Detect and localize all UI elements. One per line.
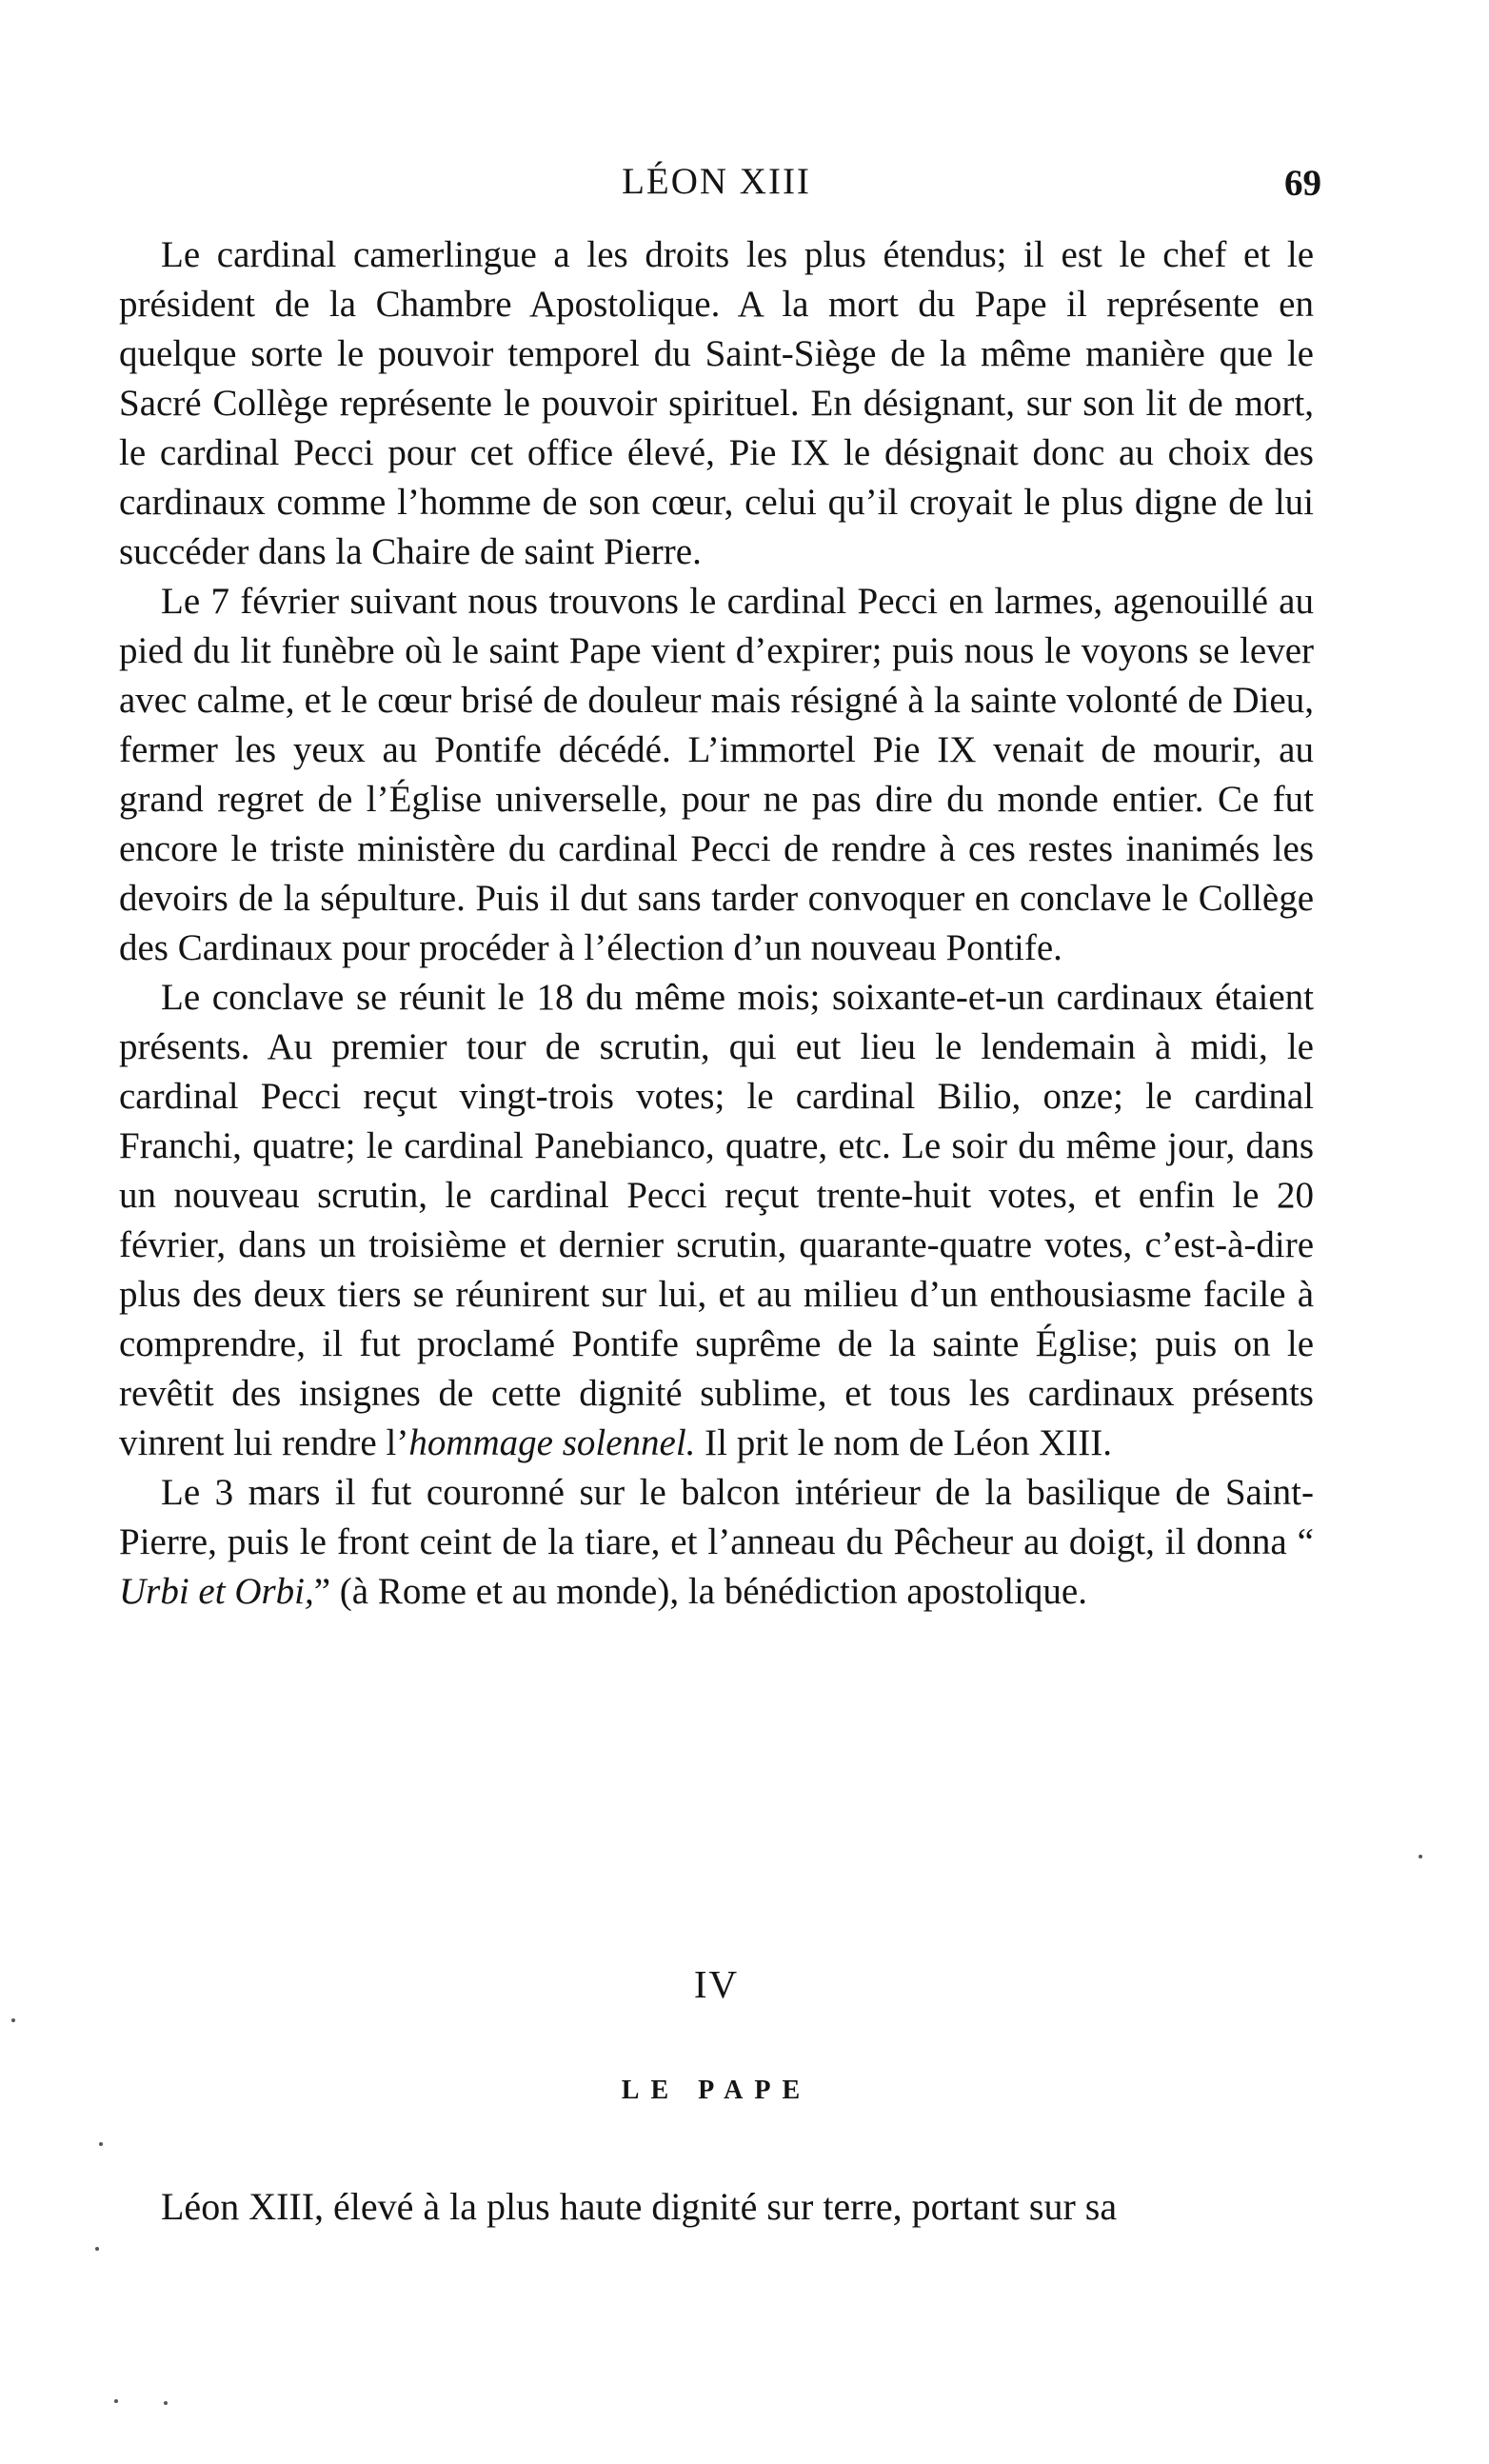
paragraph-camerlingue (119, 230, 1314, 577)
scan-speck (164, 2401, 168, 2405)
scan-speck (1419, 1855, 1422, 1858)
section-opening-line: Léon XIII, élevé à la plus haute dignité sur terre, portant sur sa (161, 2185, 1118, 2228)
paragraph-text: Le conclave se réunit le 18 du même mois; soixante-et-un cardinaux étaient présents. Au premier tour de scrutin, qui eut lieu le lendemain à midi, le cardinal Pecci reçut vingt-trois votes; le cardinal Bilio, onze; le cardinal Franchi, quatre; le cardinal Panebianco, quatre, etc. Le soir du même jour, dans un nouveau scrutin, le cardinal Pecci reçut trente-huit votes, et enfin le 20 février, dans un troisième et dernier scrutin, quarante-quatre votes, c’est-à-dire plus des deux tiers se réunirent sur lui, et au milieu d’un enthousiasme facile à comprendre, il fut proclamé Pontife suprême de la sainte Église; puis on le revêtit des insignes de cette dignité sublime, et tous les cardinaux présents vinrent lui rendre l’ (119, 977, 1314, 1463)
paragraph-text: Le 3 mars il fut couronné sur le balcon intérieur de la basilique de Saint-Pierre, puis le front ceint de la tiare, et l’anneau du Pêcheur au doigt, il donna “ (119, 1472, 1314, 1562)
page-number: 69 (1284, 163, 1321, 204)
paragraph-death-of-pius-ix (119, 577, 1314, 973)
running-head (119, 160, 1321, 217)
italic-phrase: hommage solennel. (408, 1422, 696, 1463)
paragraph-text: Il prit le nom de Léon XIII. (695, 1422, 1112, 1463)
paragraph-text: Le 7 février suivant nous trouvons le cardinal Pecci en larmes, agenouillé au pied du lit funèbre où le saint Pape vient d’expirer; puis nous le voyons se lever avec calme, et le cœur brisé de douleur mais résigné à la sainte volonté de Dieu, fermer les yeux au Pontife décédé. L’immortel Pie IX venait de mourir, au grand regret de l’Église universelle, pour ne pas dire du monde entier. Ce fut encore le triste ministère du cardinal Pecci de rendre à ces restes inanimés les devoirs de la sépulture. Puis il dut sans tarder convoquer en conclave le Collège des Cardinaux pour procéder à l’élection d’un nouveau Pontife. (119, 581, 1314, 968)
italic-phrase: Urbi et Orbi, (119, 1571, 314, 1612)
scan-speck (99, 2142, 103, 2146)
scan-speck (11, 2018, 15, 2022)
running-title: LÉON XIII (622, 161, 811, 202)
section-numeral: IV (693, 1962, 740, 2006)
paragraph-conclave (119, 973, 1314, 1468)
scan-speck (114, 2399, 118, 2403)
paragraph-text: Le cardinal camerlingue a les droits les plus étendus; il est le chef et le président de la Chambre Apostolique. A la mort du Pape il représente en quelque sorte le pouvoir temporel du Saint-Siège de la même manière que le Sacré Collège représente le pouvoir spirituel. En désignant, sur son lit de mort, le cardinal Pecci pour cet office élevé, Pie IX le désignait donc au choix des cardinaux comme l’homme de son cœur, celui qu’il croyait le plus digne de lui succéder dans la Chaire de saint Pierre. (119, 234, 1314, 572)
scan-speck (95, 2247, 99, 2251)
paragraph-text: ” (à Rome et au monde), la bénédiction apostolique. (313, 1571, 1087, 1612)
section-title: LE PAPE (621, 2076, 812, 2105)
body-text (119, 230, 1314, 1617)
paragraph-coronation (119, 1468, 1314, 1617)
